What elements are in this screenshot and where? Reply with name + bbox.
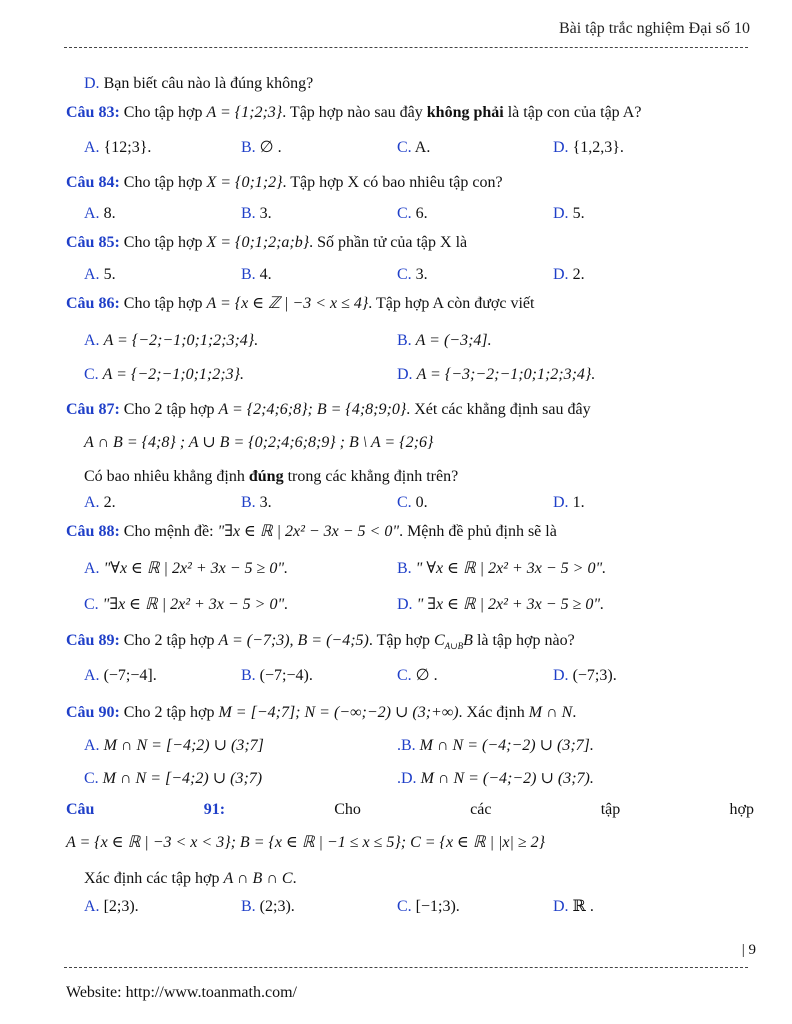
q84-option-b: B. 3. xyxy=(241,205,272,222)
question-89: Câu 89: Cho 2 tập hợp A = (−7;3), B = (−4;5). Tập hợp $C_{A\cup B}B$ là tập hợp nào? xyxy=(66,632,575,652)
header-title: Bài tập trắc nghiệm Đại số 10 xyxy=(558,20,750,37)
q85-option-b: B. 4. xyxy=(241,266,272,283)
q91-option-b: B. (2;3). xyxy=(241,898,295,915)
q91-task: Xác định các tập hợp A ∩ B ∩ C. xyxy=(84,870,297,887)
q90-option-c: C. M ∩ N = [−4;2) ∪ (3;7) xyxy=(84,770,263,787)
q87-option-d: D. 1. xyxy=(553,494,585,511)
q84-option-a: A. 8. xyxy=(84,205,116,222)
q89-option-a: A. (−7;−4]. xyxy=(84,667,157,684)
question-number: Câu 86: xyxy=(66,295,120,312)
question-87: Câu 87: Cho 2 tập hợp A = {2;4;6;8}; B = {4;8;9;0}. Xét các khẳng định sau đây xyxy=(66,401,591,418)
question-84: Câu 84: Cho tập hợp X = {0;1;2}. Tập hợp X có bao nhiêu tập con? xyxy=(66,174,503,191)
q87-option-c: C. 0. xyxy=(397,494,428,511)
page-number: | 9 xyxy=(741,942,756,958)
q91-option-d: D. ℝ . xyxy=(553,898,594,915)
question-91: Câu 91: Cho các tập hợp xyxy=(66,801,754,818)
question-number: Câu 83: xyxy=(66,104,120,121)
q83-option-d: D. {1,2,3}. xyxy=(553,139,624,156)
question-88: Câu 88: Cho mệnh đề: "∃x ∈ ℝ | 2x² − 3x − 5 < 0". Mệnh đề phủ định sẽ là xyxy=(66,523,557,540)
q86-option-d: D. A = {−3;−2;−1;0;1;2;3;4}. xyxy=(397,366,596,383)
q91-option-a: A. [2;3). xyxy=(84,898,139,915)
q88-option-b: B. " ∀x ∈ ℝ | 2x² + 3x − 5 > 0". xyxy=(397,560,607,577)
q87-option-a: A. 2. xyxy=(84,494,116,511)
q89-option-b: B. (−7;−4). xyxy=(241,667,313,684)
q87-prompt: Có bao nhiêu khẳng định đúng trong các khẳng định trên? xyxy=(84,468,459,485)
q87-statements: A ∩ B = {4;8} ; A ∪ B = {0;2;4;6;8;9} ; B \ A = {2;6} xyxy=(84,434,434,451)
q88-option-c: C. "∃x ∈ ℝ | 2x² + 3x − 5 > 0". xyxy=(84,596,289,613)
q85-option-d: D. 2. xyxy=(553,266,585,283)
q91-option-c: C. [−1;3). xyxy=(397,898,460,915)
footer-website[interactable]: Website: http://www.toanmath.com/ xyxy=(66,984,297,1001)
q86-option-a: A. A = {−2;−1;0;1;2;3;4}. xyxy=(84,332,259,349)
q85-option-a: A. 5. xyxy=(84,266,116,283)
q91-sets: A = {x ∈ ℝ | −3 < x < 3}; B = {x ∈ ℝ | −1 ≤ x ≤ 5}; C = {x ∈ ℝ | |x| ≥ 2} xyxy=(66,834,546,851)
q90-option-a: A. M ∩ N = [−4;2) ∪ (3;7] xyxy=(84,737,264,754)
q85-option-c: C. 3. xyxy=(397,266,428,283)
question-number: Câu 89: xyxy=(66,632,120,649)
question-83: Câu 83: Cho tập hợp A = {1;2;3}. Tập hợp nào sau đây không phải là tập con của tập A? xyxy=(66,104,642,121)
q86-option-c: C. A = {−2;−1;0;1;2;3}. xyxy=(84,366,244,383)
q88-option-d: D. " ∃x ∈ ℝ | 2x² + 3x − 5 ≥ 0". xyxy=(397,596,605,613)
q83-option-b: B. ∅ . xyxy=(241,139,282,156)
footer-divider xyxy=(64,967,748,968)
q83-option-a: A. {12;3}. xyxy=(84,139,152,156)
question-86: Câu 86: Cho tập hợp A = {x ∈ ℤ | −3 < x ≤ 4}. Tập hợp A còn được viết xyxy=(66,295,535,312)
q89-option-d: D. (−7;3). xyxy=(553,667,617,684)
question-number: Câu 87: xyxy=(66,401,120,418)
q90-option-d: .D. M ∩ N = (−4;−2) ∪ (3;7). xyxy=(397,770,594,787)
question-number: Câu 84: xyxy=(66,174,120,191)
q84-option-c: C. 6. xyxy=(397,205,428,222)
q87-option-b: B. 3. xyxy=(241,494,272,511)
q83-option-c: C. A. xyxy=(397,139,431,156)
question-90: Câu 90: Cho 2 tập hợp M = [−4;7]; N = (−∞;−2) ∪ (3;+∞). Xác định M ∩ N. xyxy=(66,704,577,721)
question-number: Câu 88: xyxy=(66,523,120,540)
question-number: Câu 85: xyxy=(66,234,120,251)
q89-option-c: C. ∅ . xyxy=(397,667,438,684)
header-divider xyxy=(64,47,748,48)
q86-option-b: B. A = (−3;4]. xyxy=(397,332,492,349)
q90-option-b: .B. M ∩ N = (−4;−2) ∪ (3;7]. xyxy=(397,737,594,754)
prev-option-d: D. Bạn biết câu nào là đúng không? xyxy=(84,75,314,92)
question-85: Câu 85: Cho tập hợp X = {0;1;2;a;b}. Số phần tử của tập X là xyxy=(66,234,468,251)
q88-option-a: A. "∀x ∈ ℝ | 2x² + 3x − 5 ≥ 0". xyxy=(84,560,289,577)
q84-option-d: D. 5. xyxy=(553,205,585,222)
question-number: Câu 90: xyxy=(66,704,120,721)
